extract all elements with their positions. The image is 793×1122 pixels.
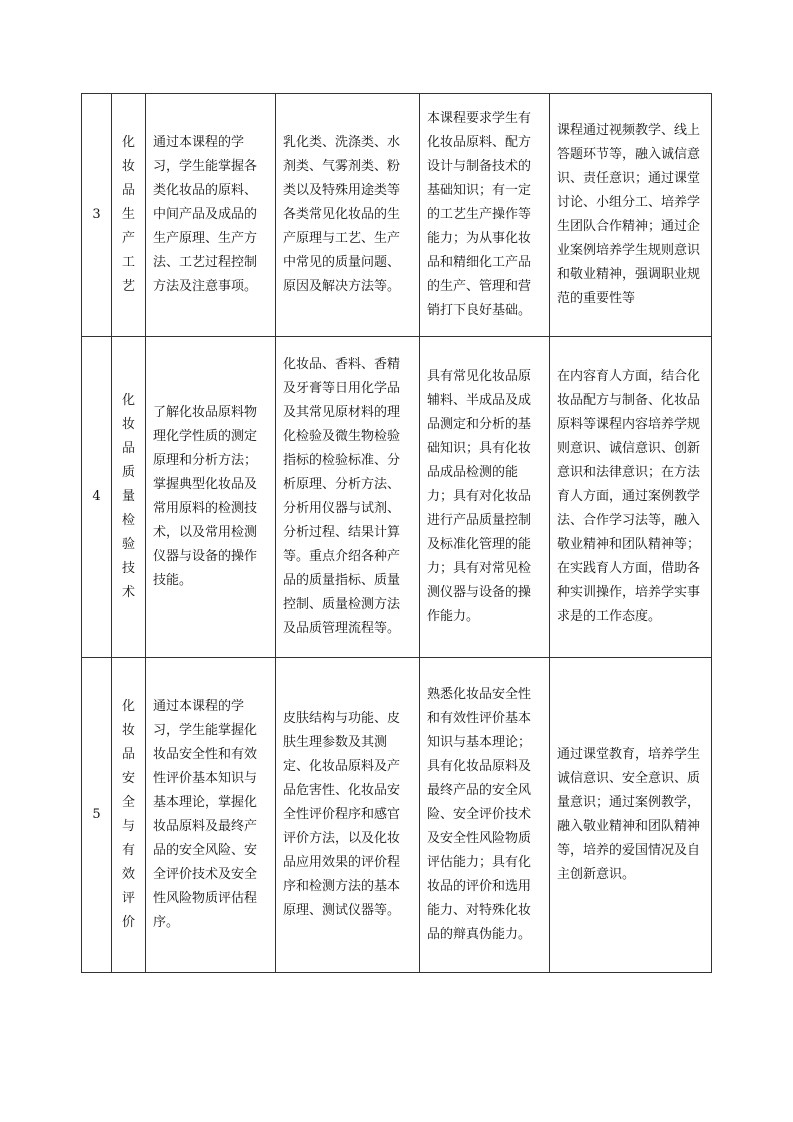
course-requirement: 本课程要求学生有化妆品原料、配方设计与制备技术的基础知识；有一定的工艺生产操作等能力；为从事化妆品和精细化工产品的生产、管理和营销打下良好基础。 xyxy=(420,94,550,337)
course-content: 皮肤结构与功能、皮肤生理参数及其测定、化妆品原料及产品危害性、化妆品安全性评价程序和感官评价方法，以及化妆品应用效果的评价程序和检测方法的基本原理、测试仪器等。 xyxy=(276,658,420,973)
course-requirement: 具有常见化妆品原辅料、半成品及成品测定和分析的基础知识；具有化妆品成品检测的能力；具有对化妆品进行产品质量控制及标准化管理的能力；具有对常见检测仪器与设备的操作能力。 xyxy=(420,337,550,658)
course-requirement: 熟悉化妆品安全性和有效性评价基本知识与基本理论；具有化妆品原料及最终产品的安全风险、安全评价技术及安全性风险物质评估能力；具有化妆品的评价和选用能力、对特殊化妆品的辩真伪能力。 xyxy=(420,658,550,973)
course-ideology: 课程通过视频教学、线上答题环节等，融入诚信意识、责任意识；通过课堂讨论、小组分工、培养学生团队合作精神；通过企业案例培养学生规则意识和敬业精神，强调职业规范的重要性等 xyxy=(550,94,712,337)
table-row xyxy=(82,337,712,658)
course-ideology: 在内容育人方面，结合化妆品配方与制备、化妆品原料等课程内容培养学规则意识、诚信意识、创新意识和法律意识；在方法育人方面，通过案例教学法、合作学习法等，融入敬业精神和团队精神等；在实践育人方面，借助各种实训操作，培养学实事求是的工作态度。 xyxy=(550,337,712,658)
course-objective: 通过本课程的学习，学生能掌握化妆品安全性和有效性评价基本知识与基本理论，掌握化妆品原料及最终产品的安全风险、安全评价技术及安全性风险物质评估程序。 xyxy=(146,658,276,973)
row-number: 5 xyxy=(82,658,112,973)
course-objective: 通过本课程的学习，学生能掌握各类化妆品的原料、中间产品及成品的生产原理、生产方法、工艺过程控制方法及注意事项。 xyxy=(146,94,276,337)
course-content: 化妆品、香料、香精及牙膏等日用化学品及其常见原材料的理化检验及微生物检验指标的检验标准、分析原理、分析方法、分析用仪器与试剂、分析过程、结果计算等。重点介绍各种产品的质量指标、质量控制、质量检测方法及品质管理流程等。 xyxy=(276,337,420,658)
table-row xyxy=(82,94,712,337)
course-name: 化妆品质量检验技术 xyxy=(112,337,146,658)
table-row xyxy=(82,658,712,973)
course-objective: 了解化妆品原料物理化学性质的测定原理和分析方法；掌握典型化妆品及常用原料的检测技术，以及常用检测仪器与设备的操作技能。 xyxy=(146,337,276,658)
course-content: 乳化类、洗涤类、水剂类、气雾剂类、粉类以及特殊用途类等各类常见化妆品的生产原理与工艺、生产中常见的质量问题、原因及解决方法等。 xyxy=(276,94,420,337)
row-number: 3 xyxy=(82,94,112,337)
course-name: 化妆品生产工艺 xyxy=(112,94,146,337)
row-number: 4 xyxy=(82,337,112,658)
course-ideology: 通过课堂教育，培养学生诚信意识、安全意识、质量意识；通过案例教学，融入敬业精神和团队精神等，培养的爱国情况及自主创新意识。 xyxy=(550,658,712,973)
course-name: 化妆品安全与有效评价 xyxy=(112,658,146,973)
course-table xyxy=(81,93,712,973)
